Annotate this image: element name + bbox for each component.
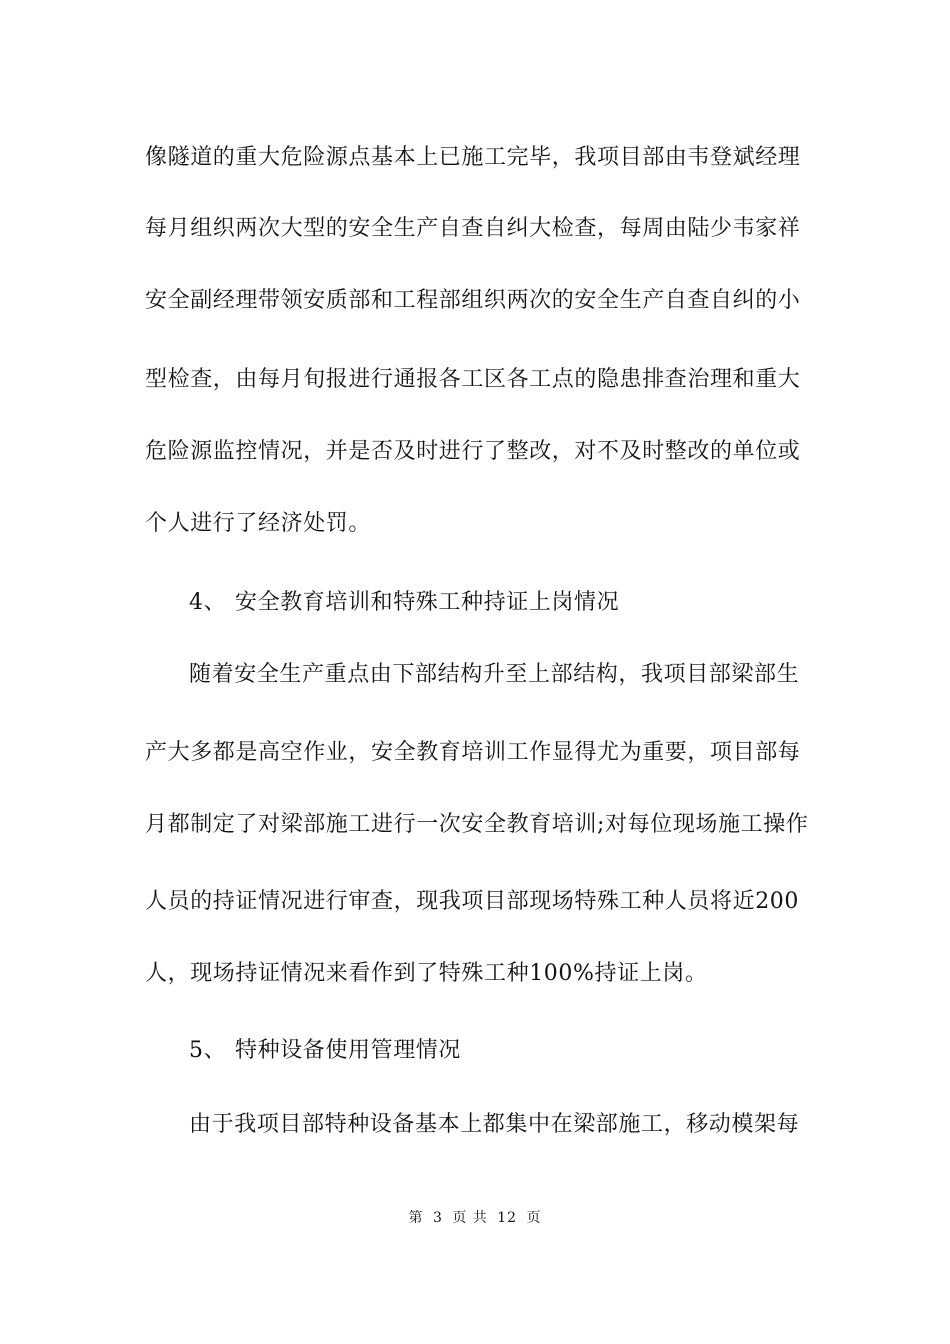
section-4-line-2: 产大多都是高空作业，安全教育培训工作显得尤为重要，项目部每: [145, 740, 801, 765]
section-4-line-3: 月都制定了对梁部施工进行一次安全教育培训;对每位现场施工操作: [145, 812, 809, 837]
section-4-title: 安全教育培训和特殊工种持证上岗情况: [235, 590, 620, 615]
section-4-heading: [189, 588, 859, 618]
footer-middle: 页 共: [452, 1210, 488, 1226]
section-5-number: 5、: [189, 1038, 227, 1063]
page-footer: [0, 1208, 950, 1228]
section-4-line-5: 人，现场持证情况来看作到了特殊工种100%持证上岗。: [145, 961, 708, 986]
section-5-heading: [189, 1036, 859, 1066]
footer-total-pages: 12: [497, 1210, 518, 1226]
section-4-line-4: 人员的持证情况进行审查，现我项目部现场特殊工种人员将近200: [145, 889, 799, 914]
section-4-line-1: 随着安全生产重点由下部结构升至上部结构，我项目部梁部生: [189, 662, 800, 687]
body-line-6: 个人进行了经济处罚。: [145, 511, 372, 536]
body-line-1: 像隧道的重大危险源点基本上已施工完毕，我项目部由韦登斌经理: [145, 145, 801, 170]
body-line-5: 危险源监控情况，并是否及时进行了整改，对不及时整改的单位或: [145, 439, 801, 464]
section-5-line-1: 由于我项目部特种设备基本上都集中在梁部施工，移动模架每: [189, 1112, 800, 1137]
footer-suffix: 页: [526, 1210, 542, 1226]
footer-prefix: 第: [408, 1210, 424, 1226]
body-line-2: 每月组织两次大型的安全生产自查自纠大检查，每周由陆少韦家祥: [145, 216, 801, 241]
body-line-4: 型检查，由每月旬报进行通报各工区各工点的隐患排查治理和重大: [145, 367, 801, 392]
section-5-title: 特种设备使用管理情况: [235, 1038, 462, 1063]
footer-page-number: 3: [432, 1210, 443, 1226]
section-4-number: 4、: [189, 590, 227, 615]
body-line-3: 安全副经理带领安质部和工程部组织两次的安全生产自查自纠的小: [145, 288, 801, 313]
